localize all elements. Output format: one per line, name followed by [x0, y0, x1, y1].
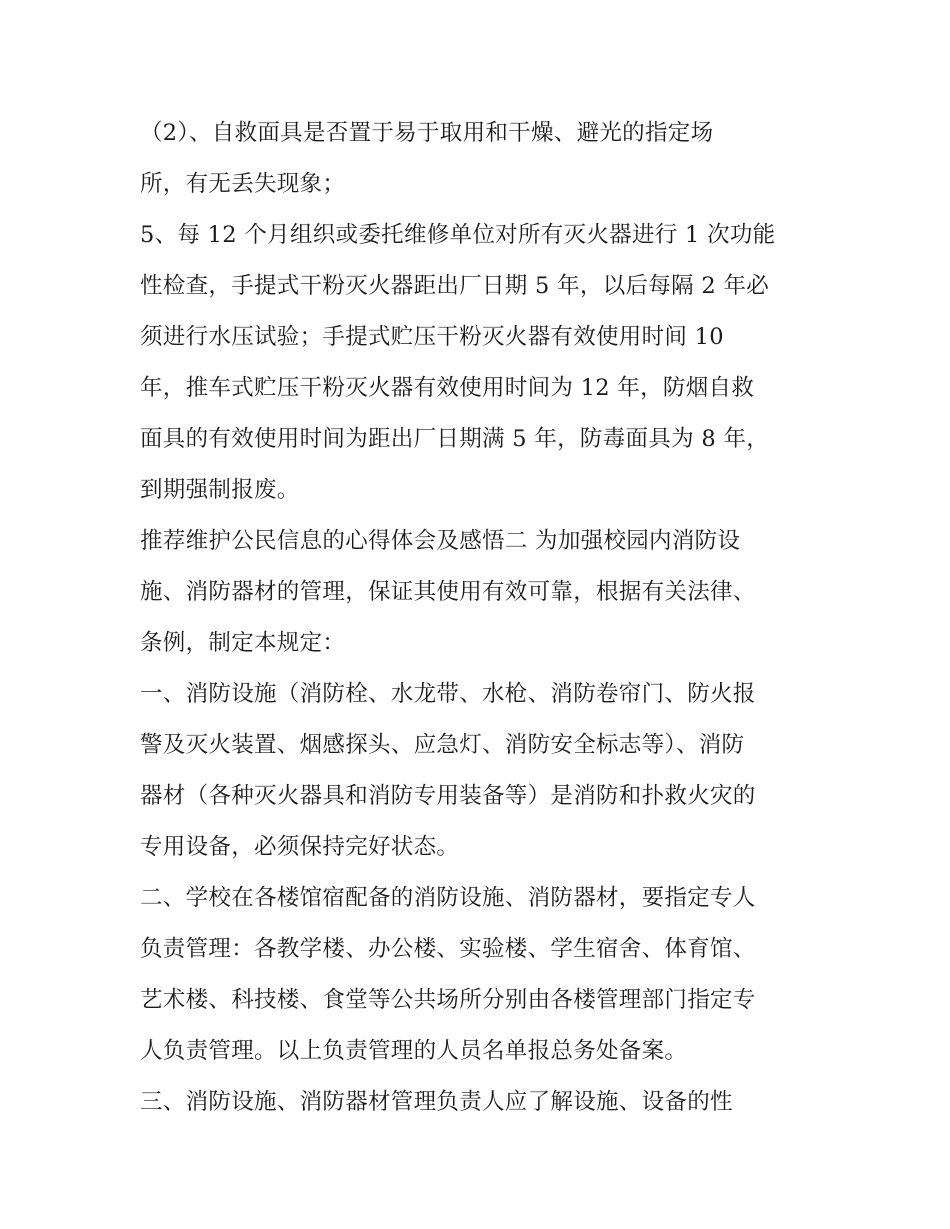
text-line: （2）、自救面具是否置于易于取用和干燥、避光的指定场 — [140, 120, 714, 146]
text-line: 性检查，手提式干粉灭火器距出厂日期 5 年，以后每隔 2 年必 — [140, 273, 770, 299]
text-line: 三、消防设施、消防器材管理负责人应了解设施、设备的性 — [140, 1089, 733, 1115]
text-line: 二、学校在各楼馆宿配备的消防设施、消防器材，要指定专人 — [140, 885, 756, 911]
text-line: 器材（各种灭火器具和消防专用装备等）是消防和扑救火灾的 — [140, 783, 756, 809]
text-line: 负责管理：各教学楼、办公楼、实验楼、学生宿舍、体育馆、 — [140, 936, 756, 962]
text-line: 所，有无丢失现象； — [140, 171, 346, 197]
text-line: 到期强制报废。 — [140, 477, 300, 503]
text-line: 须进行水压试验；手提式贮压干粉灭火器有效使用时间 10 — [140, 324, 724, 350]
text-line: 警及灭火装置、烟感探头、应急灯、消防安全标志等）、消防 — [140, 732, 745, 758]
text-line: 施、消防器材的管理，保证其使用有效可靠，根据有关法律、 — [140, 579, 756, 605]
text-line: 艺术楼、科技楼、食堂等公共场所分别由各楼管理部门指定专 — [140, 987, 756, 1013]
text-line: 条例，制定本规定： — [140, 630, 346, 656]
text-line: 一、消防设施（消防栓、水龙带、水枪、消防卷帘门、防火报 — [140, 681, 756, 707]
text-line: 年，推车式贮压干粉灭火器有效使用时间为 12 年，防烟自救 — [140, 375, 755, 401]
text-line: 推荐维护公民信息的心得体会及感悟二 为加强校园内消防设 — [140, 528, 741, 554]
document-body — [140, 108, 820, 1128]
text-line: 专用设备，必须保持完好状态。 — [140, 834, 460, 860]
text-line: 面具的有效使用时间为距出厂日期满 5 年，防毒面具为 8 年， — [140, 426, 770, 452]
text-line: 人负责管理。以上负责管理的人员名单报总务处备案。 — [140, 1038, 688, 1064]
text-line: 5、每 12 个月组织或委托维修单位对所有灭火器进行 1 次功能 — [140, 222, 776, 248]
